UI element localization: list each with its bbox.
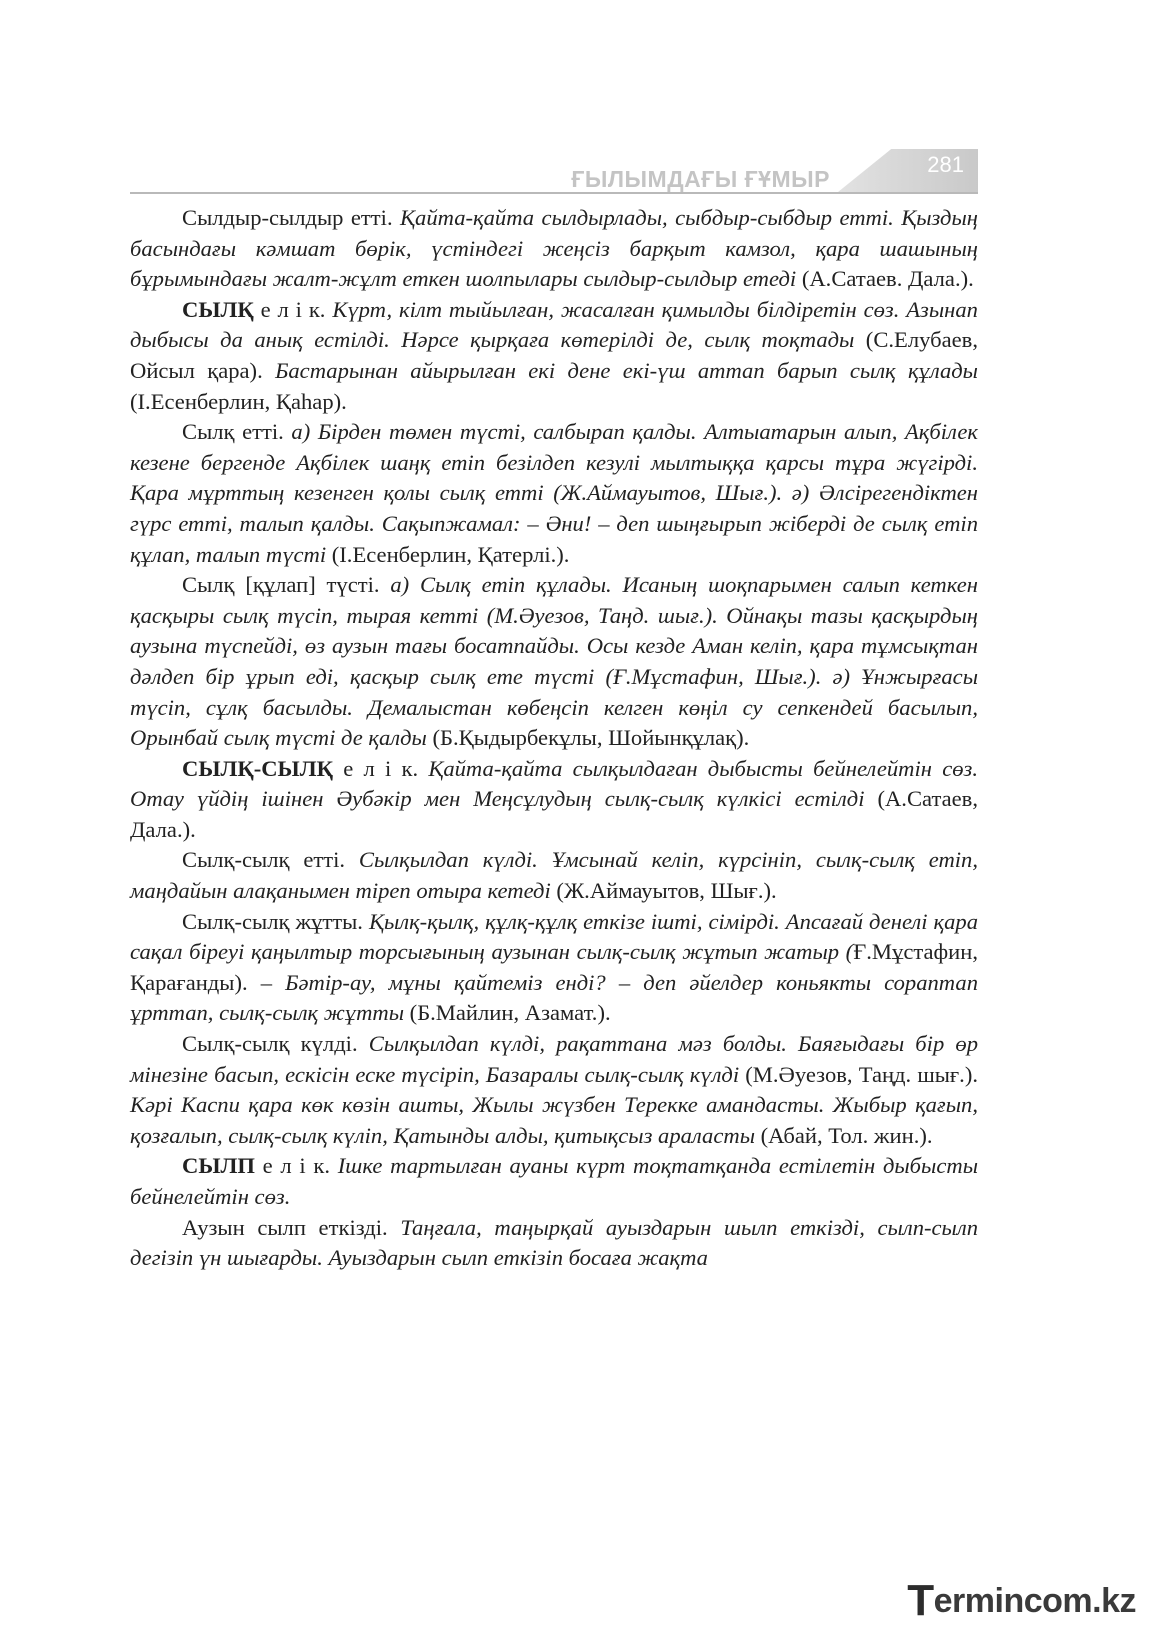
entry-text: Сылқ-сылқ етті. xyxy=(182,847,359,873)
entry-headword: СЫЛП xyxy=(182,1153,255,1179)
dictionary-paragraph xyxy=(130,845,978,906)
dictionary-paragraph xyxy=(130,203,978,295)
dictionary-paragraph xyxy=(130,1029,978,1151)
entry-definition-text: Сылқылдап күлді. Ұмсынай келіп, күрсініп, сылқ-сылқ етіп, маңдайын алақанымен тіреп отыра кетеді xyxy=(130,847,978,904)
entry-text: (А.Сатаев. Дала.). xyxy=(796,266,974,292)
entry-definition-text: Сылқылдап күлді, рақаттана мәз болды. Баяғыдағы бір өр мінезіне басып, ескісін еске түсіріп, Базаралы сылқ-сылқ күлді xyxy=(130,1031,978,1087)
logo-t-letter: T xyxy=(907,1576,934,1625)
header-rule xyxy=(130,192,978,194)
entry-definition-text: а) Сылқ етіп құлады. Исаның шоқпарымен салып кеткен қасқыры сылқ түсіп, тырая кетті (М.Әуезов, Таңд. шығ.). Ойнақы тазы қасқырдың аузына түспейді, өз аузын тағы босатпайды. Осы кезде Аман келіп, қара тұмсықтан дәлдеп бір ұрып еді, қасқыр сылқ ете түсті (Ғ.Мұстафин, Шығ.). ә) Ұнжырғасы түсіп, сұлқ басылды. Демалыстан көбеңсіп келген көңіл су сепкендей басылып, Орынбай сылқ түсті де қалды xyxy=(130,572,978,751)
entry-text: (Б.Майлин, Азамат.). xyxy=(404,1000,611,1026)
entry-text: (А.Сатаев, Дала.). xyxy=(130,786,978,842)
page-number: 281 xyxy=(927,152,964,177)
entry-text: Сылдыр-сылдыр етті. xyxy=(182,205,401,230)
entry-headword: СЫЛҚ xyxy=(182,296,254,322)
entry-definition-text: Кәрі Каспи қара көк көзін ашты, Жылы жүзбен Терекке амандасты. Жыбыр қағып, қозғалып, сылқ-сылқ күліп, Қатынды алды, қитықсыз араласты xyxy=(130,1092,978,1148)
entry-text: (Ж.Аймауытов, Шығ.). xyxy=(550,878,777,904)
entry-definition-text: а) Бірден төмен түсті, салбырап қалды. Алтыатарын алып, Ақбілек кезене бергенде Ақбілек шаңқ етіп безілдеп кезулі мылтыққа қарсы тұра жүгірді. Қара мұрттың кезенген қолы сылқ етті (Ж.Аймауытов, Шығ.). ә) Әлсірегендіктен гүрс етті, талып қалды. Сақыпжамал: – Әни! – деп шыңғырып жіберді де сылқ етіп құлап, талып түсті xyxy=(130,419,978,567)
running-title: ҒЫЛЫМДАҒЫ ҒҰМЫР xyxy=(571,166,830,192)
entry-text: (Абай, Тол. жин.). xyxy=(755,1122,933,1148)
termincom-logo xyxy=(907,1575,1136,1625)
dictionary-body xyxy=(130,203,978,1274)
dictionary-paragraph xyxy=(130,907,978,1029)
entry-text: Сылқ [құлап] түсті. xyxy=(182,572,391,598)
dictionary-paragraph xyxy=(130,295,978,417)
entry-definition-text: Қайта-қайта сылдырлады, сыбдыр-сыбдыр етті. Қыздың басындағы кәмшат бөрік, үстіндегі жеңсіз барқыт камзол, қара шашының бұрымындағы жалт-жұлт еткен шолпылары сылдыр-сылдыр етеді xyxy=(130,205,978,292)
entry-text: (І.Есенберлин, Қатерлі.). xyxy=(326,541,570,567)
running-header xyxy=(130,148,978,194)
entry-text: Аузын сылп еткізді. xyxy=(182,1214,401,1240)
dictionary-paragraph xyxy=(130,570,978,754)
dictionary-paragraph xyxy=(130,1213,978,1274)
entry-definition-text: Күрт, кілт тыйылған, жасалған қимылды білдіретін сөз. Азынап дыбысы да анық естілді. Нәрсе қырқаға көтерілді де, сылқ тоқтады xyxy=(130,296,978,353)
entry-definition-text: Қайта-қайта сылқылдаған дыбысты бейнелейтін сөз. Отау үйдің ішінен Әубәкір мен Меңсұлудың сылқ-сылқ күлкісі естілді xyxy=(130,755,978,812)
entry-text: е л і к. xyxy=(254,1153,338,1179)
entry-text: е л і к. xyxy=(332,755,429,781)
dictionary-paragraph xyxy=(130,417,978,570)
entry-definition-text: Таңғала, таңырқай ауыздарын шылп еткізді, сылп-сылп дегізіп үн шығарды. Ауыздарын сылп еткізіп босаға жақта xyxy=(130,1214,978,1271)
entry-text: Сылқ-сылқ жұтты. xyxy=(182,908,369,934)
entry-definition-text: Ішке тартылған ауаны күрт тоқтатқанда естілетін дыбысты бейнелейтін сөз. xyxy=(130,1153,978,1209)
entry-definition-text: Бастарынан айырылған екі дене екі-үш аттап барып сылқ құлады xyxy=(275,357,978,383)
entry-text: (С.Елубаев, Ойсыл қара). xyxy=(130,327,978,383)
entry-text: Сылқ етті. xyxy=(182,419,292,445)
entry-text: Сылқ-сылқ күлді. xyxy=(182,1031,369,1057)
entry-text: (Б.Қыдырбекұлы, Шойынқұлақ). xyxy=(426,725,750,751)
entry-text: Ғ.Мұстафин, Қарағанды). – xyxy=(130,939,978,995)
entry-text: (М.Әуезов, Таңд. шығ.). xyxy=(739,1061,979,1087)
entry-headword: СЫЛҚ-СЫЛҚ xyxy=(182,755,333,781)
entry-text: е л і к. xyxy=(253,296,333,322)
dictionary-paragraph xyxy=(130,754,978,846)
entry-text: (І.Есенберлин, Қаһар). xyxy=(130,388,347,414)
entry-definition-text: Бәтір-ау, мұны қайтеміз енді? – деп әйелдер коньякты сораптап ұрттап, сылқ-сылқ жұтты xyxy=(130,969,978,1026)
entry-definition-text: Қылқ-қылқ, құлқ-құлқ еткізе ішті, сімірді. Апсағай денелі қара сақал біреуі қаңылтыр торсығының аузынан сылқ-сылқ жұтып жатыр ( xyxy=(130,908,978,965)
logo-text: ermincom.kz xyxy=(933,1582,1136,1620)
dictionary-paragraph xyxy=(130,1151,978,1212)
